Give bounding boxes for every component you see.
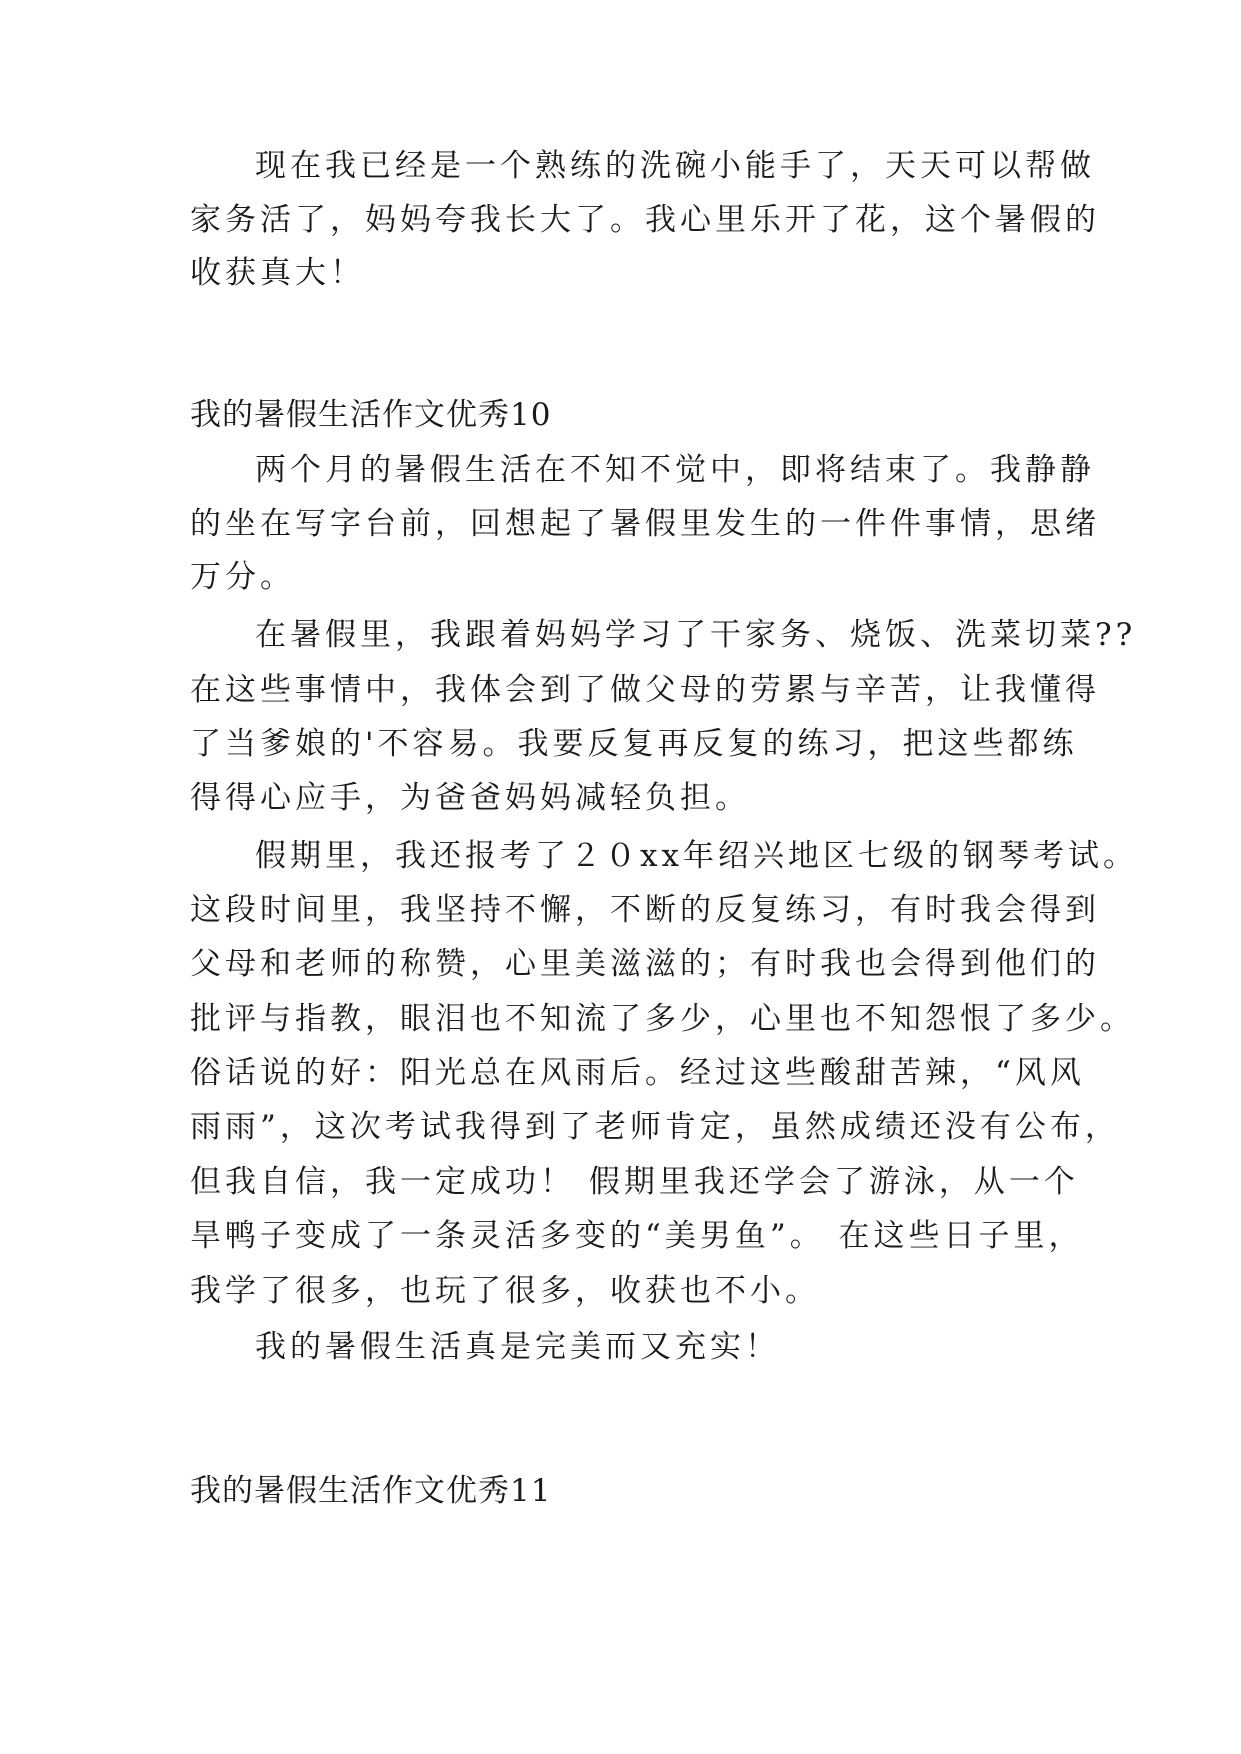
- paragraph-3-line-2: 在这些事情中，我体会到了做父母的劳累与辛苦，让我懂得: [190, 672, 1100, 708]
- paragraph-1-line-1: 现在我已经是一个熟练的洗碗小能手了，天天可以帮做: [255, 148, 1095, 184]
- paragraph-4-line-9: 我学了很多，也玩了很多，收获也不小。: [190, 1273, 820, 1309]
- paragraph-4-line-2: 这段时间里，我坚持不懈，不断的反复练习，有时我会得到: [190, 892, 1100, 928]
- paragraph-3-line-1: 在暑假里，我跟着妈妈学习了干家务、烧饭、洗菜切菜??: [255, 617, 1137, 653]
- paragraph-4-line-3: 父母和老师的称赞，心里美滋滋的；有时我也会得到他们的: [190, 946, 1100, 982]
- paragraph-4-line-6: 雨雨”，这次考试我得到了老师肯定，虽然成绩还没有公布，: [190, 1109, 1120, 1145]
- section-heading-10: 我的暑假生活作文优秀10: [190, 397, 552, 433]
- paragraph-4-line-4: 批评与指教，眼泪也不知流了多少，心里也不知怨恨了多少。: [190, 1001, 1135, 1037]
- paragraph-4-line-5: 俗话说的好：阳光总在风雨后。经过这些酸甜苦辣，“风风: [190, 1055, 1085, 1091]
- paragraph-4-line-8: 旱鸭子变成了一条灵活多变的“美男鱼”。 在这些日子里，: [190, 1218, 1084, 1254]
- section-heading-11: 我的暑假生活作文优秀11: [190, 1473, 552, 1509]
- paragraph-4-line-1: 假期里，我还报考了２０xx年绍兴地区七级的钢琴考试。: [255, 838, 1138, 874]
- paragraph-2-line-3: 万分。: [190, 559, 295, 595]
- paragraph-3-line-3: 了当爹娘的'不容易。我要反复再反复的练习，把这些都练: [190, 726, 1078, 762]
- paragraph-4-line-7: 但我自信，我一定成功！ 假期里我还学会了游泳，从一个: [190, 1164, 1079, 1200]
- paragraph-5-line-1: 我的暑假生活真是完美而又充实！: [255, 1329, 780, 1365]
- paragraph-2-line-2: 的坐在写字台前，回想起了暑假里发生的一件件事情，思绪: [190, 506, 1100, 542]
- paragraph-2-line-1: 两个月的暑假生活在不知不觉中，即将结束了。我静静: [255, 452, 1095, 488]
- paragraph-1-line-2: 家务活了，妈妈夸我长大了。我心里乐开了花，这个暑假的: [190, 202, 1100, 238]
- paragraph-3-line-4: 得得心应手，为爸爸妈妈减轻负担。: [190, 780, 750, 816]
- paragraph-1-line-3: 收获真大！: [190, 255, 365, 291]
